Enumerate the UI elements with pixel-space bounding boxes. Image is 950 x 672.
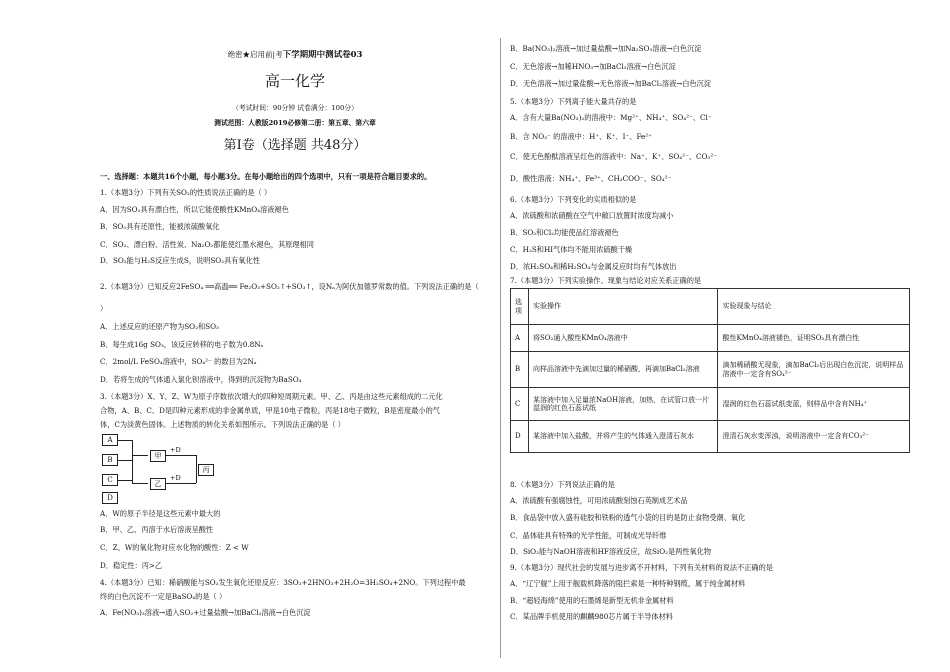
diagram-box-bing: 丙 xyxy=(198,464,214,476)
question-line: 体，C为淡黄色固体。上述物质的转化关系如图所示。下列说法正确的是（ ） xyxy=(100,420,345,429)
question-line: D．酸性溶液：NH₄⁺、Fe³⁺、CH₃COO⁻、SO₄²⁻ xyxy=(510,174,672,183)
question-line: C．Z、W的氧化物对应水化物的酸性：Z < W xyxy=(100,543,249,552)
question-line: C．SO₂、漂白粉、活性炭、Na₂O₂都能使红墨水褪色，其原理相同 xyxy=(100,240,314,249)
section-title: 第Ⅰ卷（选择题 共48分） xyxy=(223,138,367,153)
question-line: C．H₂S和HI气体均不能用浓硫酸干燥 xyxy=(510,245,633,254)
question-line: C．无色溶液→加稀HNO₃→加BaCl₂溶液→白色沉淀 xyxy=(510,62,676,71)
diagram-box-jia: 甲 xyxy=(150,450,166,462)
question-line: 1.（本题3分）下列有关SO₂的性质说法正确的是（ ） xyxy=(100,188,272,197)
question-line: 4.（本题3分）已知：稀硝酸能与SO₂发生氧化还原反应：3SO₂+2HNO₃+2H₂O=3H₂SO₄+2NO。下列过程中最 xyxy=(100,578,466,587)
question-line: B．“超轻海绵”使用的石墨烯是新型无机非金属材料 xyxy=(510,596,674,605)
question-line: C．2mol/L FeSO₄溶液中，SO₄²⁻ 的数目为2Nₐ xyxy=(100,357,257,366)
exam-name: 下学期期中测试卷03 xyxy=(282,50,363,60)
question-line: 5.（本题3分）下列离子能大量共存的是 xyxy=(510,97,637,106)
question-line: A．因为SO₂具有漂白性，所以它能使酸性KMnO₄溶液褪色 xyxy=(100,205,289,214)
diagram-label-plus-d: +D xyxy=(170,446,181,454)
diagram-connector xyxy=(196,455,197,483)
question-line: A．W的原子半径是这些元素中最大的 xyxy=(100,509,221,518)
table-cell: D xyxy=(511,421,529,453)
question-line: A．上述反应的还原产物为SO₂和SO₃ xyxy=(100,322,219,331)
question-line: D．稳定性：丙>乙 xyxy=(100,561,163,570)
diagram-connector xyxy=(118,440,132,441)
diagram-box-b: B xyxy=(102,454,118,466)
diagram-connector xyxy=(166,483,196,484)
question-line: ） xyxy=(100,304,108,313)
secret-label: 绝密★启用前|考 xyxy=(227,50,283,59)
table-header-cell: 选项 xyxy=(511,289,529,325)
question-line: C．某品牌手机使用的麒麟980芯片属于半导体材料 xyxy=(510,612,673,621)
table-cell: 澄清石灰水变浑浊，说明溶液中一定含有CO₃²⁻ xyxy=(718,421,910,453)
table-cell: 酸性KMnO₄溶液褪色，证明SO₂具有漂白性 xyxy=(718,325,910,352)
table-row xyxy=(511,388,910,421)
question-line: 3.（本题3分）X、Y、Z、W为原子序数依次增大的四种短周期元素。甲、乙、丙是由这些元素组成的二元化 xyxy=(100,392,443,401)
question-line: A．Fe(NO₃)₃溶液→通入SO₂+过量盐酸→加BaCl₂溶液→白色沉淀 xyxy=(100,608,311,617)
question-line: B．Ba(NO₃)₂溶液→加过量盐酸→加Na₂SO₃溶液→白色沉淀 xyxy=(510,44,702,53)
table-cell: 某溶液中加入盐酸，并将产生的气体通入澄清石灰水 xyxy=(528,421,718,453)
question-line: B．食品袋中放入盛有硅胶和铁粉的透气小袋的目的是防止食物受潮、氧化 xyxy=(510,513,746,522)
table-cell: 向样品溶液中先滴加过量的稀硝酸，再滴加BaCl₂溶液 xyxy=(528,352,718,388)
experiment-table xyxy=(510,288,910,453)
question-line: D．若将生成的气体通入氯化钡溶液中，得到的沉淀物为BaSO₄ xyxy=(100,375,302,384)
question-line: 一、选择题：本题共16个小题，每小题3分。在每小题给出的四个选项中，只有一项是符合题目要求的。 xyxy=(100,172,432,181)
diagram-connector xyxy=(132,460,133,484)
question-line: B．SO₂和Cl₂均能使品红溶液褪色 xyxy=(510,228,619,237)
question-line: 8.（本题3分）下列说法正确的是 xyxy=(510,480,615,489)
question-line: D．SO₂能与H₂S反应生成S，说明SO₂具有氧化性 xyxy=(100,256,260,265)
conversion-diagram xyxy=(100,432,220,504)
question-line: 终的白色沉淀不一定是BaSO₄的是（ ） xyxy=(100,592,227,601)
table-cell: 某溶液中加入足量浓NaOH溶液，加热，在试管口放一片湿润的红色石蕊试纸 xyxy=(528,388,718,421)
table-header-cell: 实验现象与结论 xyxy=(718,289,910,325)
diagram-connector xyxy=(166,455,196,456)
table-cell: B xyxy=(511,352,529,388)
diagram-connector xyxy=(118,480,132,481)
diagram-box-yi: 乙 xyxy=(150,478,166,490)
diagram-box-a: A xyxy=(102,434,118,446)
question-line: 7.（本题3分）下列实验操作、现象与结论对应关系正确的是 xyxy=(510,276,702,285)
subject-title: 高一化学 xyxy=(264,72,325,90)
question-line: B．SO₂具有还原性，能被浓硫酸氧化 xyxy=(100,222,220,231)
diagram-box-d: D xyxy=(102,492,118,504)
scope-info: 测试范围：人教版2019必修第二册：第五章、第六章 xyxy=(214,119,376,127)
diagram-connector xyxy=(132,455,148,456)
question-line: 9.（本题3分）现代社会的发展与进步离不开材料，下列有关材料的说法不正确的是 xyxy=(510,563,773,572)
diagram-label-plus-d: +D xyxy=(170,474,181,482)
question-line: D．浓H₂SO₄和稀H₂SO₄与金属反应时均有气体放出 xyxy=(510,262,677,271)
question-line: B．每生成16g SO₃，该反应转移的电子数为0.8Nₐ xyxy=(100,340,264,349)
question-line: A．含有大量Ba(NO₃)₂的溶液中：Mg²⁺、NH₄⁺、SO₄²⁻、Cl⁻ xyxy=(510,113,712,122)
time-info: （考试时间：90分钟 试卷满分：100分） xyxy=(232,104,358,112)
question-line: B．甲、乙、丙溶于水后溶液呈酸性 xyxy=(100,525,214,534)
table-row xyxy=(511,352,910,388)
question-line: D．无色溶液→加过量盐酸→无色溶液→加BaCl₂溶液→白色沉淀 xyxy=(510,79,712,88)
table-row xyxy=(511,421,910,453)
table-row xyxy=(511,325,910,352)
question-line: 6.（本题3分）下列变化的实质相似的是 xyxy=(510,195,637,204)
question-line: D．SiO₂能与NaOH溶液和HF溶液反应，故SiO₂是两性氧化物 xyxy=(510,547,712,556)
question-line: B．含 NO₃⁻ 的溶液中：H⁺、K⁺、I⁻、Fe²⁺ xyxy=(510,132,652,141)
table-cell: C xyxy=(511,388,529,421)
table-cell: A xyxy=(511,325,529,352)
table-cell: 湿润的红色石蕊试纸变蓝，则样品中含有NH₄⁺ xyxy=(718,388,910,421)
diagram-connector xyxy=(132,440,133,460)
table-cell: 滴加稀硝酸无现象，滴加BaCl₂后出现白色沉淀，说明样品溶液中一定含有SO₄²⁻ xyxy=(718,352,910,388)
question-line: A．浓硫酸和浓硝酸在空气中敞口放置时浓度均减小 xyxy=(510,211,674,220)
diagram-connector xyxy=(118,460,132,461)
question-line: C．晶体硅具有特殊的光学性能，可制成光导纤维 xyxy=(510,531,667,540)
exam-header-line xyxy=(100,50,490,60)
table-cell: 将SO₂通入酸性KMnO₄溶液中 xyxy=(528,325,718,352)
column-divider xyxy=(500,38,501,658)
question-line: 2.（本题3分）已知反应2FeSO₄ ══高温══ Fe₂O₃+SO₂↑+SO₃↑，设Nₐ为阿伏加德罗常数的值。下列说法正确的是（ xyxy=(100,282,479,291)
question-line: A．浓硫酸有强腐蚀性，可用浓硫酸刻蚀石英制成艺术品 xyxy=(510,496,688,505)
table-header-row xyxy=(511,289,910,325)
question-line: C．使无色酚酞溶液呈红色的溶液中：Na⁺、K⁺、SO₄²⁻、CO₃²⁻ xyxy=(510,152,717,161)
question-line: 合物，A、B、C、D是四种元素形成的非金属单质，甲是10电子微粒，丙是18电子微粒，B是密度最小的气 xyxy=(100,406,440,415)
table-header-cell: 实验操作 xyxy=(528,289,718,325)
diagram-connector xyxy=(132,483,148,484)
question-line: A．“辽宁舰”上用于舰载机降落的阻拦索是一种特种钢缆，属于纯金属材料 xyxy=(510,579,746,588)
diagram-box-c: C xyxy=(102,474,118,486)
